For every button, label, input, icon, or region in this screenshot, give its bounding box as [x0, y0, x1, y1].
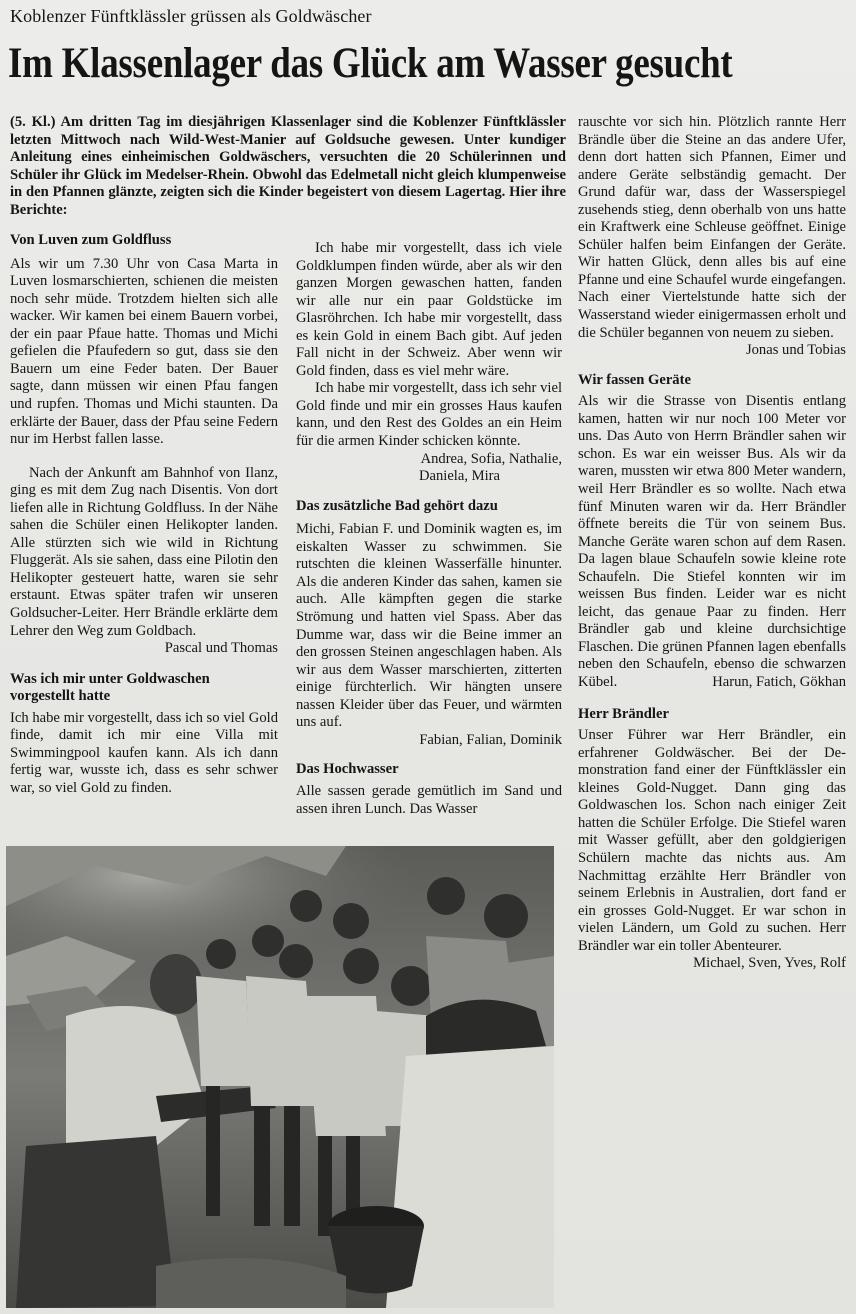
paragraph-hochwasser-2: rauschte vor sich hin. Plötzlich rannte Herr Brändle über die Steine an das andere Ufer, denn dort hatten sich Pfannen, Eimer und andere Geräte selbständig gemacht. Der Grund dafür war, dass der Wasserspiegel zusehends stieg, denn oberhalb von uns hatte ein Kraftwerk eine Schleuse geöffnet. Einige Schüler halfen beim Einfangen der Geräte. Wir hatten Glück, denn alles bis auf eine Pfanne und eine Schaufel wurde eingefangen. Nach einer Viertelstunde hatte sich der Wasserstand wieder einigermassen erholt und die Schüler begannen von neuem zu sieben. — [578, 114, 846, 341]
paragraph-vorgestellt-2: Ich habe mir vorgestellt, dass ich viele Goldklumpen finden würde, aber als wir den ganzen Morgen gewaschen hatten, fanden wir alle nur ein paar Goldstücke im Glasröhrchen. Ich habe mir vorgestellt, dass es kein Gold in einem Bach gibt. Auf jeden Fall nicht in der Schweiz. Aber wenn wir Gold finden, dass es viel mehr wäre. — [296, 240, 562, 379]
signature-bad: Fabian, Falian, Dominik — [419, 731, 562, 748]
paragraph-vorgestellt-1: Ich habe mir vorgestellt, dass ich so viel Gold finde, damit ich mir eine Villa mit Swimmingpool kaufen kann. Als ich dann fertig war, wusste ich, dass es sehr schwer war, so viel Gold zu finden. — [10, 709, 278, 796]
signature-hochwasser: Jonas und Tobias — [745, 342, 846, 359]
column-1 — [10, 232, 278, 798]
column-3 — [578, 114, 846, 973]
column-2 — [296, 240, 562, 818]
signature-luven: Pascal und Thomas — [164, 640, 278, 657]
paragraph-geraete: Als wir die Strasse von Disentis entlang kamen, hatten wir nur noch 100 Meter vor uns. Das Auto von Herrn Brändler sahen wir schon. Es war ein weisser Bus. Als wir da waren, mussten wir etwa 800 Meter wandern, weil Herr Brändler es so wollte. Nach etwa fünf Minuten waren wir da. Herr Brändler öffnete bereits die Tür von seinem Bus. Manche Geräte waren schon auf dem Rasen. Da lagen blaue Schaufeln sowie kleine rote Schaufeln. Die Stiefel konnten wir im weissen Bus finden. Leider war es nicht leicht, das genaue Paar zu finden. Herr Brändler gab und kleine durchsichtige Flaschen. Die grünen Pfannen lagen ebenfalls neben den Schaufeln, ebenso die schwarzen Kübel. — [578, 393, 846, 690]
signature-vorgestellt-1: Andrea, Sofia, Nathalie, — [420, 450, 562, 467]
group-photo — [6, 846, 554, 1308]
headline: Im Klassenlager das Glück am Wasser gesucht — [8, 40, 733, 87]
lead-paragraph: (5. Kl.) Am dritten Tag im diesjährigen Klassenlager sind die Koblenzer Fünftklässler letzten Mittwoch nach Wild-West-Manier auf Goldsuche gewesen. Unter kundiger Anleitung eines einheimischen Goldwäschers, versuchten die 20 Schülerinnen und Schüler ihr Glück im Medelser-Rhein. Obwohl das Edelmetall nicht gleich klumpenweise in den Pfannen glänzte, zeigten sich die Kinder begeistert von diesem Lagertag. Hier ihre Berichte: — [10, 114, 566, 218]
kicker-line: Koblenzer Fünftklässler grüssen als Goldwäscher — [10, 6, 372, 26]
section-heading-hochwasser: Das Hochwasser — [296, 761, 399, 778]
signature-vorgestellt-2: Daniela, Mira — [418, 468, 500, 485]
paragraph-vorgestellt-3: Ich habe mir vorgestellt, dass ich sehr viel Gold finde und mir ein grosses Haus kaufen kann, und den Rest des Goldes an ein Heim für die armen Kinder schicken könnte. — [296, 380, 562, 450]
paragraph-luven-2: Nach der Ankunft am Bahnhof von Ilanz, ging es mit dem Zug nach Disentis. Von dort liefen alle in Richtung Goldfluss. In der Nähe sahen die Schüler einen Helikopter landen. Alle stürzten sich wie wild in Richtung Fluggerät. Als sie sahen, dass eine Pilotin den Helikopter gesteuert hatte, waren sie sehr erstaunt. Etwas später trafen wir unseren Goldsucher-Leiter. Herr Brändle erklärte dem Lehrer den Weg zum Goldbach. — [10, 464, 278, 639]
signature-geraete: Harun, Fatich, Gökhan — [712, 674, 846, 690]
paragraph-hochwasser-1: Alle sassen gerade gemütlich im Sand und assen ihren Lunch. Das Wasser — [296, 782, 562, 817]
paragraph-bad: Michi, Fabian F. und Dominik wagten es, im eiskalten Wasser zu schwimmen. Sie rutschten die kleinen Wasserfälle hinunter. Als die anderen Kinder das sahen, kamen sie auch. Alle kämpften gegen die starke Strömung und hatten viel Spass. Aber das Dumme war, dass wir die Beine immer an den grossen Steinen angeschlagen haben. Als wir aus dem Wasser marschierten, zitterten einige fürchterlich. Wir hängten unsere nassen Kleider über das Feuer, und wärmten uns auf. — [296, 521, 562, 731]
section-heading-vorgestellt: Was ich mir unter Goldwaschen vorgestellt hatte — [10, 670, 210, 705]
section-heading-braendler: Herr Brändler — [578, 705, 669, 722]
photo-illustration — [6, 846, 554, 1308]
paragraph-braendler: Unser Führer war Herr Brändler, ein erfahrener Goldwäscher. Bei der Demonstration fand einer der Fünftklässler ein kleines Gold-Nugget. Dann ging das Goldwaschen los. Schon nach einiger Zeit hatten die Schüler Erfolge. Die Stiefel waren mit Wasser gefüllt, aber den goldgierigen Schülern machte das nichts aus. Am Nachmittag erzählte Herr Brändler von seinem Erlebnis in Australien, dort fand er ein grosses Gold-Nugget. Er war schon in vielen Ländern, um Gold zu suchen. Herr Brändler war ein toller Abenteurer. — [578, 727, 846, 954]
section-heading-luven: Von Luven zum Goldfluss — [10, 232, 172, 248]
signature-braendler: Michael, Sven, Yves, Rolf — [693, 955, 846, 972]
section-heading-geraete: Wir fassen Geräte — [578, 371, 691, 388]
paragraph-luven-1: Als wir um 7.30 Uhr von Casa Marta in Luven losmarschierten, schienen die meisten noch sehr müde. Trotzdem hielten sich alle wacker. Wir kamen bei einem Bauern vorbei, der ein paar Pfaue hatte. Thomas und Michi gefielen die Pfaufedern so gut, dass sie den Bauern um eine Feder baten. Der Bauer sagte, dann müssen wir einen Pfau fangen und rupfen. Thomas und Michi staunten. Da erklärte der Bauer, dass der Pfau seine Federn nur im Herbst fallen lasse. — [10, 255, 278, 448]
section-heading-bad: Das zusätzliche Bad gehört dazu — [296, 497, 498, 514]
